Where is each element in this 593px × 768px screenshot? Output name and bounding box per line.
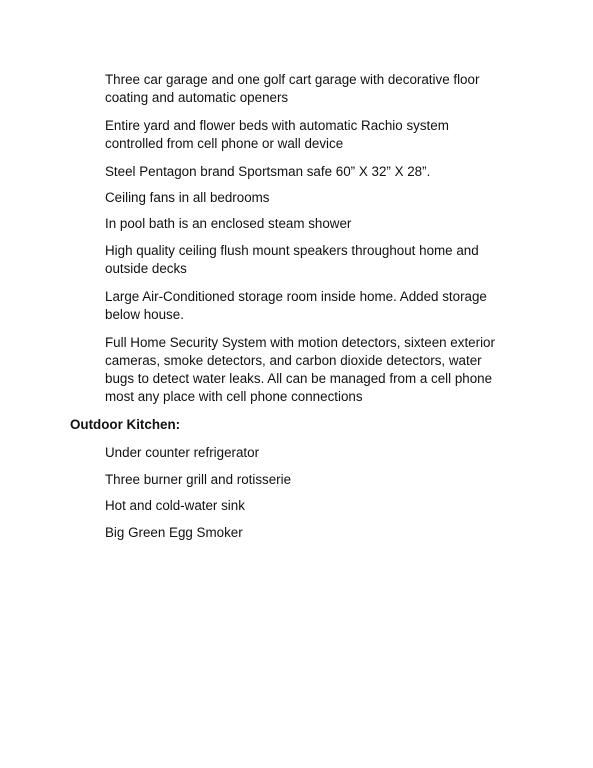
kitchen-item-refrigerator: Under counter refrigerator — [105, 445, 260, 460]
feature-line: controlled from cell phone or wall device — [105, 136, 344, 151]
section-heading-outdoor-kitchen: Outdoor Kitchen: — [70, 417, 181, 432]
feature-item-safe — [105, 163, 535, 181]
feature-item-steam-shower — [105, 215, 535, 233]
kitchen-item-sink: Hot and cold-water sink — [105, 498, 245, 513]
feature-line: Full Home Security System with motion detectors, sixteen exterior — [105, 335, 495, 350]
kitchen-item-smoker: Big Green Egg Smoker — [105, 525, 243, 540]
feature-line: coating and automatic openers — [105, 90, 289, 105]
feature-line: most any place with cell phone connections — [105, 389, 363, 404]
feature-item-ceiling-fans — [105, 189, 535, 207]
feature-line: below house. — [105, 307, 184, 322]
feature-line: Ceiling fans in all bedrooms — [105, 190, 270, 205]
feature-line: Three car garage and one golf cart garage with decorative floor — [105, 72, 480, 87]
feature-line: cameras, smoke detectors, and carbon dioxide detectors, water — [105, 353, 482, 368]
feature-line: Steel Pentagon brand Sportsman safe 60” X 32” X 28”. — [105, 164, 431, 179]
kitchen-item-grill: Three burner grill and rotisserie — [105, 472, 292, 487]
feature-item-irrigation — [105, 117, 535, 153]
feature-item-storage — [105, 288, 535, 324]
feature-line: In pool bath is an enclosed steam shower — [105, 216, 352, 231]
feature-line: High quality ceiling flush mount speakers throughout home and — [105, 243, 479, 258]
feature-line: bugs to detect water leaks. All can be managed from a cell phone — [105, 371, 493, 386]
feature-item-garage — [105, 71, 535, 107]
feature-line: Entire yard and flower beds with automatic Rachio system — [105, 118, 449, 133]
feature-line: Large Air-Conditioned storage room inside home. Added storage — [105, 289, 487, 304]
feature-item-speakers — [105, 242, 535, 278]
feature-line: outside decks — [105, 261, 187, 276]
feature-item-security — [105, 334, 535, 406]
